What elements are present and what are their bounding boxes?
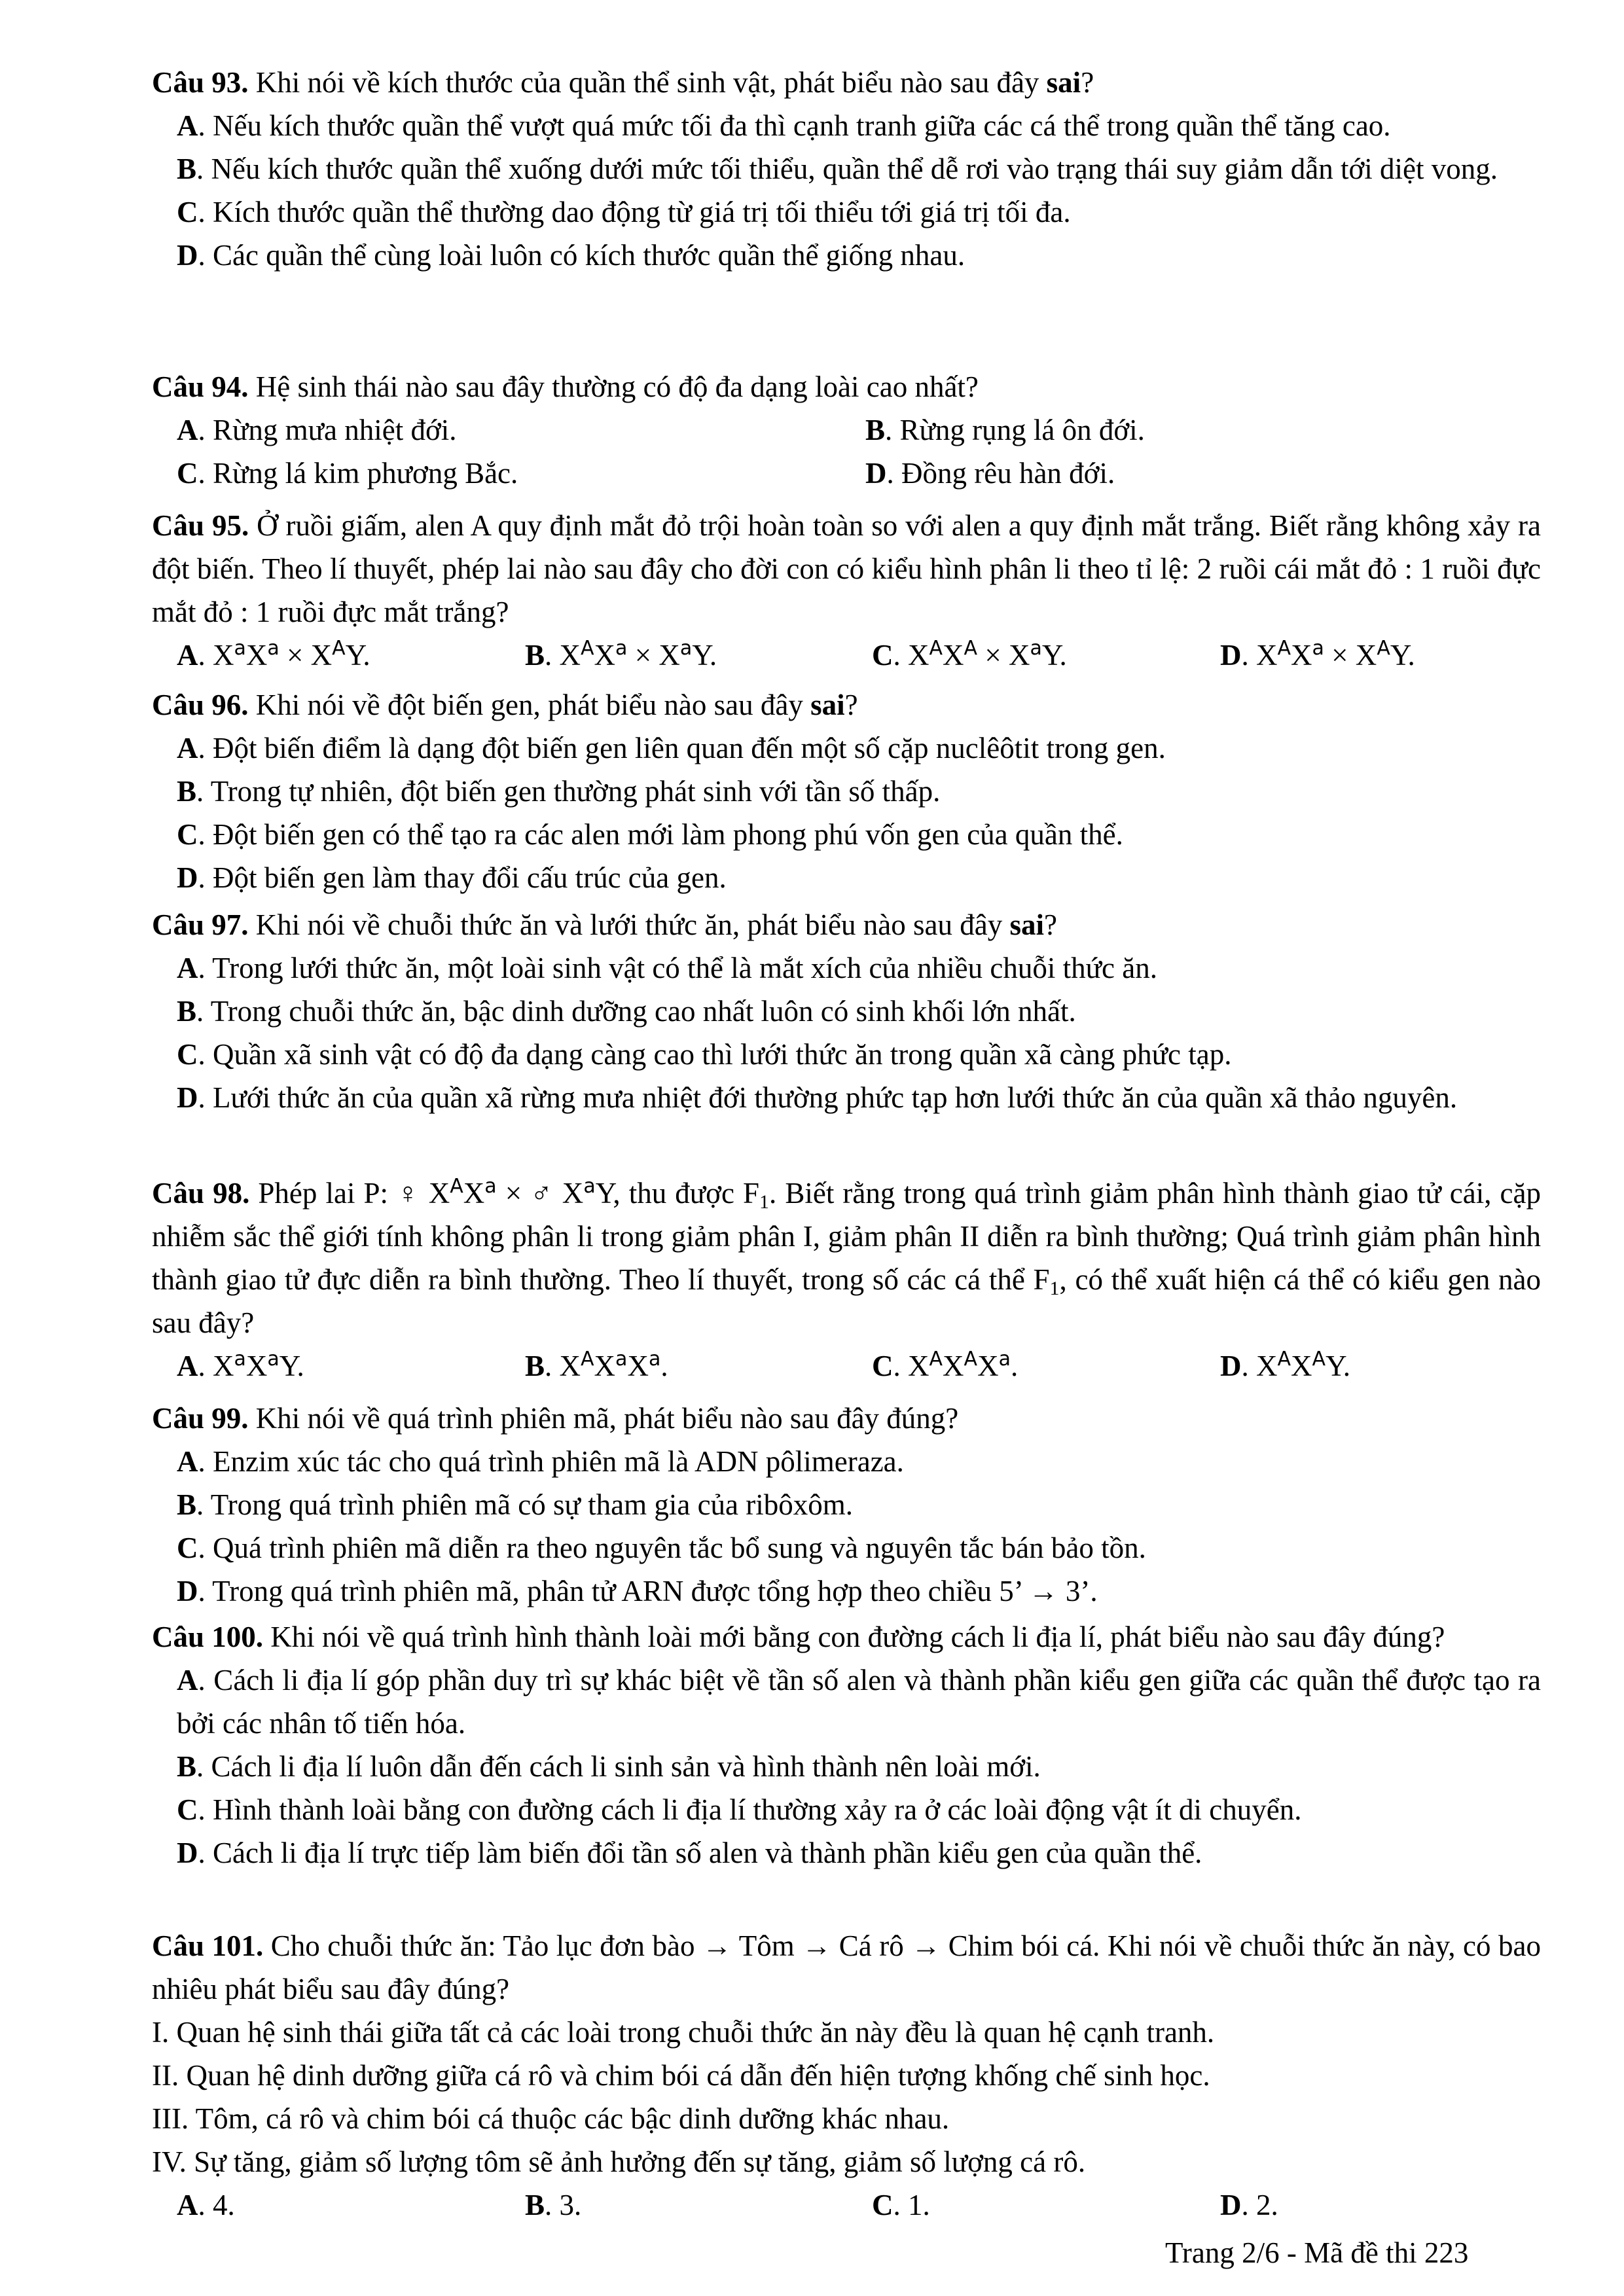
- allele-superscript: A: [1277, 637, 1291, 660]
- option-b: [152, 770, 1541, 813]
- option-text: . Quần xã sinh vật có độ đa dạng càng cao thì lưới thức ăn trong quần xã càng phức tạp.: [198, 1038, 1232, 1071]
- statement-1: I. Quan hệ sinh thái giữa tất cả các loài trong chuỗi thức ăn này đều là quan hệ cạnh tranh.: [152, 2016, 1215, 2049]
- question-stem: [152, 1615, 1541, 1659]
- genotype-text: X: [977, 1350, 999, 1382]
- option-a: [177, 634, 370, 677]
- option-label: A: [177, 2189, 198, 2221]
- option-d: [152, 1831, 1541, 1874]
- option-row: [152, 1344, 1541, 1388]
- genotype-text: .: [660, 1350, 668, 1382]
- question-stem: [152, 1172, 1541, 1344]
- option-label: A: [177, 1664, 198, 1696]
- allele-superscript: a: [648, 1348, 661, 1371]
- stem-text: ?: [1043, 908, 1057, 941]
- option-label: C: [177, 1793, 198, 1826]
- allele-superscript: a: [615, 637, 628, 660]
- option-text: . Đồng rêu hàn đới.: [886, 457, 1115, 490]
- allele-superscript: A: [1312, 1348, 1326, 1371]
- option-text: . Enzim xúc tác cho quá trình phiên mã là ADN pôlimeraza.: [198, 1445, 904, 1478]
- option-a: [152, 1440, 1541, 1483]
- option-d: [1220, 634, 1415, 677]
- option-a: [177, 2183, 235, 2227]
- allele-superscript: a: [615, 1348, 628, 1371]
- genotype-text: X: [594, 1350, 616, 1382]
- question-number: Câu 95.: [152, 509, 249, 542]
- allele-superscript: a: [267, 1348, 280, 1371]
- option-label: D: [177, 1575, 198, 1607]
- option-label: B: [177, 995, 197, 1028]
- option-text: . 3.: [545, 2189, 582, 2221]
- option-text: . Kích thước quần thể thường dao động từ giá trị tối thiểu tới giá trị tối đa.: [198, 196, 1071, 228]
- statement-4: IV. Sự tăng, giảm số lượng tôm sẽ ảnh hưởng đến sự tăng, giảm số lượng cá rô.: [152, 2145, 1086, 2178]
- allele-superscript: A: [964, 637, 978, 660]
- option-a: [177, 408, 457, 452]
- stem-text: Khi nói về đột biến gen, phát biểu nào sau đây: [248, 689, 811, 721]
- genotype-text: X: [1291, 639, 1312, 672]
- question-stem: [152, 504, 1541, 634]
- option-text: . Cách li địa lí luôn dẫn đến cách li sinh sản và hình thành nên loài mới.: [196, 1750, 1041, 1783]
- genotype-text: . X: [893, 639, 929, 672]
- question-number: Câu 100.: [152, 1621, 264, 1653]
- option-text: . Trong quá trình phiên mã có sự tham gia của ribôxôm.: [196, 1488, 854, 1521]
- option-a: [152, 104, 1541, 147]
- option-label: B: [177, 152, 197, 185]
- statement-2: II. Quan hệ dinh dưỡng giữa cá rô và chim bói cá dẫn đến hiện tượng khống chế sinh học.: [152, 2059, 1210, 2092]
- option-label: A: [177, 414, 198, 446]
- stem-text: ?: [1081, 66, 1094, 99]
- allele-superscript: A: [1277, 1348, 1291, 1371]
- option-text: . Rừng lá kim phương Bắc.: [198, 457, 518, 490]
- option-d: [152, 234, 1541, 277]
- option-label: D: [177, 239, 198, 272]
- question-number: Câu 94.: [152, 370, 249, 403]
- option-label: B: [525, 1350, 545, 1382]
- option-b: [865, 408, 1145, 452]
- question-stem: [152, 365, 1541, 408]
- option-text: . Nếu kích thước quần thể vượt quá mức tối đa thì cạnh tranh giữa các cá thể trong quần thể tăng cao.: [198, 109, 1391, 142]
- allele-superscript: A: [929, 637, 943, 660]
- allele-superscript: A: [450, 1175, 463, 1198]
- option-d: [1220, 1344, 1350, 1388]
- option-label: B: [525, 2189, 545, 2221]
- option-d: [1220, 2183, 1278, 2227]
- question-stem: [152, 1924, 1541, 2011]
- genotype-text: .: [1010, 1350, 1019, 1382]
- question-95: [152, 504, 1541, 677]
- genotype-text: Y.: [1326, 1350, 1351, 1382]
- generation-subscript: 1: [1049, 1278, 1060, 1299]
- option-label: B: [865, 414, 886, 446]
- option-label: A: [177, 732, 198, 764]
- option-a: [152, 946, 1541, 990]
- genotype-text: . X: [198, 1350, 234, 1382]
- question-number: Câu 101.: [152, 1929, 264, 1962]
- option-label: C: [177, 457, 198, 490]
- allele-superscript: a: [679, 637, 693, 660]
- option-row: [152, 452, 1541, 495]
- question-96: [152, 683, 1541, 899]
- option-text: . Đột biến gen có thể tạo ra các alen mới làm phong phú vốn gen của quần thể.: [198, 818, 1123, 851]
- stem-text: Phép lai P: ♀ X: [249, 1177, 450, 1210]
- option-label: D: [1220, 2189, 1242, 2221]
- option-b: [152, 990, 1541, 1033]
- question-stem: [152, 683, 1541, 726]
- option-label: B: [177, 775, 197, 808]
- question-number: Câu 99.: [152, 1402, 249, 1435]
- genotype-text: Y.: [345, 639, 370, 672]
- stem-text: . Biết rằng trong quá trình giảm phân hình thành giao tử cái, cặp nhiễm sắc thể giới tính không phân li trong giảm phân I, giảm phân II diễn ra bình thường; Quá trình giảm phân hình thành giao tử đực diễn ra bình thường. Theo lí thuyết, trong số các cá thể F: [152, 1177, 1541, 1296]
- stem-text: , có thể xuất hiện cá thể có kiểu gen nào sau đây?: [152, 1263, 1541, 1339]
- option-text: . 4.: [198, 2189, 235, 2221]
- question-98: [152, 1172, 1541, 1388]
- option-text: . Trong quá trình phiên mã, phân tử ARN được tổng hợp theo chiều 5’ → 3’.: [198, 1575, 1098, 1607]
- option-label: B: [525, 639, 545, 672]
- option-b: [152, 147, 1541, 190]
- option-text: . Rừng mưa nhiệt đới.: [198, 414, 457, 446]
- option-text: . Đột biến gen làm thay đổi cấu trúc của gen.: [198, 861, 727, 894]
- genotype-text: X: [245, 639, 268, 672]
- genotype-text: . X: [545, 1350, 581, 1382]
- option-label: D: [865, 457, 887, 490]
- genotype-text: X: [943, 639, 964, 672]
- statement-3: III. Tôm, cá rô và chim bói cá thuộc các bậc dinh dưỡng khác nhau.: [152, 2102, 950, 2135]
- genotype-text: Y.: [692, 639, 717, 672]
- stem-text: Khi nói về quá trình phiên mã, phát biểu nào sau đây đúng?: [248, 1402, 959, 1435]
- genotype-text: Y.: [1041, 639, 1067, 672]
- question-101: [152, 1924, 1541, 2227]
- option-label: C: [177, 818, 198, 851]
- option-d: [865, 452, 1115, 495]
- option-c: [152, 1788, 1541, 1831]
- option-label: B: [177, 1750, 197, 1783]
- option-c: [152, 1033, 1541, 1076]
- stem-keyword: sai: [1046, 66, 1081, 99]
- option-label: C: [872, 639, 893, 672]
- option-label: D: [1220, 1350, 1242, 1382]
- genotype-text: X: [594, 639, 616, 672]
- stem-keyword: sai: [810, 689, 845, 721]
- option-b: [525, 634, 717, 677]
- question-number: Câu 93.: [152, 66, 249, 99]
- option-label: D: [177, 1081, 198, 1114]
- allele-superscript: a: [267, 637, 280, 660]
- question-stem: [152, 1397, 1541, 1440]
- stem-text: Khi nói về chuỗi thức ăn và lưới thức ăn, phát biểu nào sau đây: [248, 908, 1010, 941]
- genotype-text: × X: [279, 639, 333, 672]
- option-c: [177, 452, 518, 495]
- allele-superscript: a: [1312, 637, 1324, 660]
- allele-superscript: A: [929, 1348, 943, 1371]
- genotype-text: . X: [893, 1350, 929, 1382]
- option-c: [152, 1526, 1541, 1570]
- option-text: . Các quần thể cùng loài luôn có kích thước quần thể giống nhau.: [198, 239, 965, 272]
- allele-superscript: A: [964, 1348, 978, 1371]
- option-label: B: [177, 1488, 197, 1521]
- option-a: [152, 726, 1541, 770]
- question-94: [152, 365, 1541, 495]
- option-b: [525, 1344, 668, 1388]
- allele-superscript: a: [998, 1348, 1011, 1371]
- genotype-text: . X: [545, 639, 581, 672]
- stem-text: Cho chuỗi thức ăn: Tảo lục đơn bào → Tôm → Cá rô → Chim bói cá. Khi nói về chuỗi thức ăn này, có bao nhiêu phát biểu sau đây đúng?: [152, 1929, 1541, 2005]
- allele-superscript: A: [1377, 637, 1390, 660]
- genotype-text: . X: [1241, 639, 1278, 672]
- allele-superscript: a: [234, 1348, 246, 1371]
- option-text: . Quá trình phiên mã diễn ra theo nguyên tắc bổ sung và nguyên tắc bán bảo tồn.: [198, 1532, 1146, 1564]
- option-a: [152, 1659, 1541, 1745]
- question-number: Câu 97.: [152, 908, 249, 941]
- option-label: D: [177, 861, 198, 894]
- allele-superscript: a: [484, 1175, 497, 1198]
- option-label: C: [177, 1532, 198, 1564]
- genotype-text: × X: [1324, 639, 1377, 672]
- genotype-text: X: [627, 1350, 649, 1382]
- stem-text: Hệ sinh thái nào sau đây thường có độ đa dạng loài cao nhất?: [248, 370, 979, 403]
- stem-text: Khi nói về quá trình hình thành loài mới bằng con đường cách li địa lí, phát biểu nào sau đây đúng?: [263, 1621, 1445, 1653]
- genotype-text: . X: [198, 639, 234, 672]
- option-label: D: [177, 1837, 198, 1869]
- genotype-text: Y.: [1390, 639, 1415, 672]
- allele-superscript: A: [332, 637, 346, 660]
- option-c: [872, 634, 1067, 677]
- allele-superscript: a: [234, 637, 246, 660]
- option-text: . Trong chuỗi thức ăn, bậc dinh dưỡng cao nhất luôn có sinh khối lớn nhất.: [196, 995, 1076, 1028]
- page-footer: Trang 2/6 - Mã đề thi 223: [1165, 2236, 1469, 2269]
- option-c: [152, 813, 1541, 856]
- option-row: [152, 634, 1541, 677]
- question-stem: [152, 903, 1541, 946]
- option-row: [152, 408, 1541, 452]
- option-text: . Trong lưới thức ăn, một loài sinh vật có thể là mắt xích của nhiều chuỗi thức ăn.: [198, 952, 1157, 984]
- option-label: A: [177, 952, 198, 984]
- question-stem: [152, 61, 1541, 104]
- option-c: [872, 1344, 1018, 1388]
- option-text: . Cách li địa lí góp phần duy trì sự khác biệt về tần số alen và thành phần kiểu gen giữa các quần thể được tạo ra bởi các nhân tố tiến hóa.: [177, 1664, 1541, 1740]
- generation-subscript: 1: [759, 1191, 770, 1213]
- option-b: [152, 1745, 1541, 1788]
- option-label: A: [177, 639, 198, 672]
- option-d: [152, 1076, 1541, 1119]
- allele-superscript: A: [581, 1348, 594, 1371]
- option-label: A: [177, 1445, 198, 1478]
- option-a: [177, 1344, 304, 1388]
- option-text: . Cách li địa lí trực tiếp làm biến đổi tần số alen và thành phần kiểu gen của quần thể.: [198, 1837, 1202, 1869]
- option-label: C: [177, 196, 198, 228]
- option-text: . 2.: [1241, 2189, 1278, 2221]
- question-99: [152, 1397, 1541, 1613]
- question-100: [152, 1615, 1541, 1874]
- option-text: . Hình thành loài bằng con đường cách li địa lí thường xảy ra ở các loài động vật ít di chuyển.: [198, 1793, 1302, 1826]
- option-d: [152, 1570, 1541, 1613]
- option-text: . 1.: [893, 2189, 930, 2221]
- option-text: . Nếu kích thước quần thể xuống dưới mức tối thiểu, quần thể dễ rơi vào trạng thái suy giảm dẫn tới diệt vong.: [196, 152, 1498, 185]
- question-number: Câu 98.: [152, 1177, 250, 1210]
- option-c: [872, 2183, 930, 2227]
- genotype-text: . X: [1241, 1350, 1278, 1382]
- genotype-text: × X: [627, 639, 680, 672]
- option-text: . Rừng rụng lá ôn đới.: [885, 414, 1145, 446]
- stem-text: Ở ruồi giấm, alen A quy định mắt đỏ trội hoàn toàn so với alen a quy định mắt trắng. Biết rằng không xảy ra đột biến. Theo lí thuyết, phép lai nào sau đây cho đời con có kiểu hình phân li theo tỉ lệ: 2 ruồi cái mắt đỏ : 1 ruồi đực mắt đỏ : 1 ruồi đực mắt trắng?: [152, 509, 1542, 628]
- option-row: [152, 2183, 1541, 2227]
- stem-text: × ♂ X: [496, 1177, 584, 1210]
- option-label: A: [177, 109, 198, 142]
- genotype-text: × X: [977, 639, 1030, 672]
- option-b: [152, 1483, 1541, 1526]
- question-number: Câu 96.: [152, 689, 249, 721]
- question-97: [152, 903, 1541, 1119]
- genotype-text: Y.: [279, 1350, 304, 1382]
- stem-keyword: sai: [1009, 908, 1044, 941]
- allele-superscript: a: [583, 1175, 596, 1198]
- option-label: C: [872, 2189, 893, 2221]
- option-label: C: [177, 1038, 198, 1071]
- allele-superscript: A: [581, 637, 594, 660]
- question-93: [152, 61, 1541, 277]
- option-text: . Trong tự nhiên, đột biến gen thường phát sinh với tần số thấp.: [196, 775, 941, 808]
- genotype-text: X: [245, 1350, 268, 1382]
- allele-superscript: a: [1030, 637, 1042, 660]
- stem-text: Khi nói về kích thước của quần thể sinh vật, phát biểu nào sau đây: [248, 66, 1047, 99]
- option-label: C: [872, 1350, 893, 1382]
- option-d: [152, 856, 1541, 899]
- stem-text: X: [463, 1177, 485, 1210]
- stem-text: Y, thu được F: [595, 1177, 760, 1210]
- genotype-text: X: [1291, 1350, 1312, 1382]
- option-text: . Đột biến điểm là dạng đột biến gen liên quan đến một số cặp nuclêôtit trong gen.: [198, 732, 1166, 764]
- option-b: [525, 2183, 581, 2227]
- option-label: D: [1220, 639, 1242, 672]
- option-label: A: [177, 1350, 198, 1382]
- option-c: [152, 190, 1541, 234]
- stem-text: ?: [844, 689, 858, 721]
- genotype-text: X: [943, 1350, 964, 1382]
- option-text: . Lưới thức ăn của quần xã rừng mưa nhiệt đới thường phức tạp hơn lưới thức ăn của quần xã thảo nguyên.: [198, 1081, 1458, 1114]
